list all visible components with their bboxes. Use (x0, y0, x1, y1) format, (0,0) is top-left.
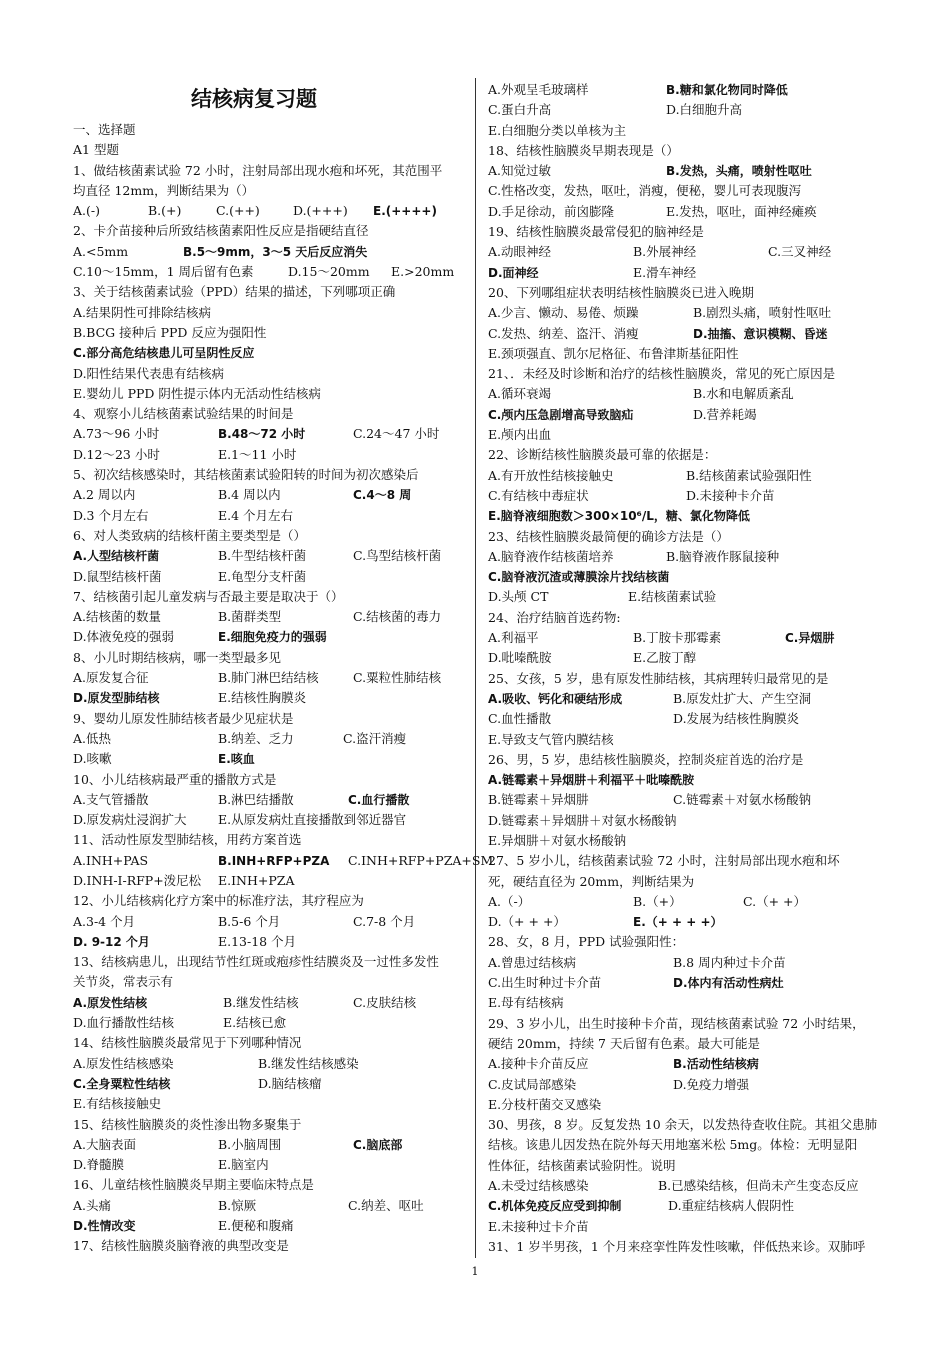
option: A.利福平 (488, 630, 539, 646)
question-line: 5、初次结核感染时，其结核菌素试验阳转的时间为初次感染后 (73, 467, 419, 483)
option: B.惊厥 (218, 1197, 257, 1213)
option: C.粟粒性肺结核 (353, 670, 442, 686)
option-row (488, 953, 888, 973)
option-row (488, 202, 888, 222)
question-line: E.未接种过卡介苗 (488, 1218, 589, 1234)
option: D.未接种卡介苗 (686, 487, 775, 503)
option: D.免疫力增强 (673, 1076, 750, 1092)
option: C.7-8 个月 (353, 913, 416, 929)
option: D.（+ + +） (488, 914, 566, 930)
question-line: 关节炎，常表示有 (73, 974, 174, 990)
option: D.血行播散性结核 (73, 1015, 175, 1031)
option-row (73, 242, 465, 262)
option-row (73, 546, 465, 566)
section-heading: 一、选择题 (73, 122, 136, 137)
option: E.龟型分支杆菌 (218, 568, 307, 584)
answer-option: C.全身粟粒性结核 (73, 1076, 171, 1091)
option: A.支气管播散 (73, 791, 149, 807)
question-line: 22、诊断结核性脑膜炎最可靠的依据是： (488, 447, 717, 463)
option-row (73, 1054, 465, 1074)
option-row (488, 466, 888, 486)
question-line: 21、．未经及时诊断和治疗的结核性脑膜炎，常见的死亡原因是 (488, 366, 836, 382)
option-row (73, 1135, 465, 1155)
option: E.发热，呕吐，面神经瘫痪 (666, 203, 817, 219)
answer-option: D.原发型肺结核 (73, 691, 160, 706)
question-line: 15、结核性脑膜炎的炎性渗出物多聚集于 (73, 1116, 302, 1132)
answer-option: C.脑底部 (353, 1137, 403, 1152)
option: B.淋巴结播散 (218, 791, 294, 807)
option: D.原发病灶浸润扩大 (73, 812, 187, 828)
option: D.15～20mm (288, 264, 370, 280)
option: A.有开放性结核接触史 (488, 467, 614, 483)
answer-option: D.体内有活动性病灶 (673, 976, 784, 991)
answer-option: B.发热，头痛，喷射性呕吐 (666, 164, 812, 179)
option: A.（-） (488, 893, 531, 909)
question-line: E.颅内出血 (488, 427, 552, 443)
option: A.动眼神经 (488, 244, 552, 260)
option: C.三叉神经 (768, 244, 832, 260)
option-row (73, 993, 465, 1013)
question-line: 26、男，5 岁，患结核性脑膜炎，控制炎症首选的治疗是 (488, 751, 804, 767)
option: C.有结核中毒症状 (488, 487, 589, 503)
question-line: 7、结核菌引起儿童发病与否最主要是取决于（） (73, 588, 344, 604)
option: C.链霉素＋对氨水杨酸钠 (673, 792, 812, 808)
question-line: 29、3 岁小儿，出生时接种卡介苗，现结核菌素试验 72 小时结果， (488, 1015, 865, 1031)
question-line: 17、结核性脑膜炎脑脊液的典型改变是 (73, 1238, 289, 1254)
question-line: C.性格改变，发热，呕吐，消瘦，便秘，婴儿可表现腹泻 (488, 183, 802, 199)
option: B.4 周以内 (218, 487, 281, 503)
option: A.循环衰竭 (488, 386, 552, 402)
option: E.1～11 小时 (218, 446, 297, 462)
question-line: 死，硬结直径为 20mm，判断结果为 (488, 873, 695, 889)
option-row (73, 627, 465, 647)
question-line: E.有结核接触史 (73, 1096, 162, 1112)
option: B.（+） (633, 893, 682, 909)
option-row (73, 1013, 465, 1033)
option-row (73, 424, 465, 444)
option: A.脑脊液作结核菌培养 (488, 548, 614, 564)
option: D.体液免疫的强弱 (73, 629, 175, 645)
option: B.(+) (148, 203, 182, 219)
option-row (488, 324, 888, 344)
option: A.INH+PAS (73, 852, 149, 868)
question-line: 12、小儿结核病化疗方案中的标准疗法，其疗程应为 (73, 893, 364, 909)
right-column (488, 80, 888, 1257)
option: B.丁胺卡那霉素 (633, 630, 722, 646)
question-line: E.颈项强直、凯尔尼格征、布鲁津斯基征阳性 (488, 345, 739, 361)
option: A.低热 (73, 730, 112, 746)
option-row (73, 485, 465, 505)
option: E.结核性胸膜炎 (218, 690, 307, 706)
question-line: 硬结 20mm，持续 7 天后留有色素。最大可能是 (488, 1035, 760, 1051)
option: C.皮肤结核 (353, 994, 417, 1010)
question-line: 25、女孩，5 岁，患有原发性肺结核，其病理转归最常见的是 (488, 670, 829, 686)
answer-option: D.性情改变 (73, 1219, 136, 1234)
question-line: 4、观察小儿结核菌素试验结果的时间是 (73, 406, 294, 422)
option: E.乙胺丁醇 (633, 650, 697, 666)
option: E.结核已愈 (223, 1015, 287, 1031)
option: D.头颅 CT (488, 589, 549, 605)
option: E.滑车神经 (633, 264, 697, 280)
option-row (488, 648, 888, 668)
answer-option: C.颅内压急剧增高导致脑疝 (488, 407, 634, 422)
answer-option: A.原发性结核 (73, 995, 148, 1010)
option: B.纳差、乏力 (218, 730, 294, 746)
option: C.10～15mm，1 周后留有色素 (73, 264, 254, 280)
answer-option: E.细胞免疫力的强弱 (218, 630, 327, 645)
question-line: 27、5 岁小儿，结核菌素试验 72 小时，注射局部出现水疱和坏 (488, 853, 840, 869)
question-line: 14、结核性脑膜炎最常见于下列哪种情况 (73, 1035, 302, 1051)
page-number: 1 (471, 1265, 479, 1278)
option-row (488, 973, 888, 993)
option-row (488, 912, 888, 932)
option: D.手足徐动，前囟膨隆 (488, 203, 615, 219)
option: D.咳嗽 (73, 751, 112, 767)
answer-option: E.(++++) (373, 204, 437, 219)
option: B.肺门淋巴结结核 (218, 670, 319, 686)
option-row (73, 810, 465, 830)
option-row (73, 1155, 465, 1175)
option: A.<5mm (73, 243, 129, 259)
answer-option: B.48～72 小时 (218, 427, 306, 442)
option-row (488, 1196, 888, 1216)
question-line: E.导致支气管内膜结核 (488, 731, 614, 747)
question-line: 性体征，结核菌素试验阴性。说明 (488, 1157, 676, 1173)
option: D.白细胞升高 (666, 102, 743, 118)
question-line: 18、结核性脑膜炎早期表现是（） (488, 142, 679, 158)
option-row (488, 405, 888, 425)
question-line: 结核。该患儿因发热在院外每天用地塞米松 5mg。体检：无明显阳 (488, 1137, 858, 1153)
option-row (488, 263, 888, 283)
left-column (73, 78, 494, 1257)
option: D.脊髓膜 (73, 1157, 125, 1173)
answer-line: E.脑脊液细胞数＞300×10⁶/L，糖、氯化物降低 (488, 509, 750, 524)
option: B.8 周内种过卡介苗 (673, 954, 786, 970)
option: A.接种卡介苗反应 (488, 1056, 589, 1072)
question-line: 16、儿童结核性脑膜炎早期主要临床特点是 (73, 1177, 314, 1193)
option: B.继发性结核 (223, 994, 299, 1010)
question-line: A.结果阴性可排除结核病 (73, 304, 212, 320)
answer-line: C.脑脊液沉渣或薄膜涂片找结核菌 (488, 570, 670, 585)
question-line: D.阳性结果代表患有结核病 (73, 365, 225, 381)
answer-option: D. 9-12 个月 (73, 934, 150, 949)
option-row (73, 1216, 465, 1236)
option-row (73, 506, 465, 526)
question-line: E.分枝杆菌交叉感染 (488, 1096, 602, 1112)
option-row (488, 100, 888, 120)
option-row (73, 567, 465, 587)
question-line: 20、下列哪组症状表明结核性脑膜炎已进入晚期 (488, 284, 754, 300)
question-line: 3、关于结核菌素试验（PPD）结果的描述，下列哪项正确 (73, 284, 396, 300)
answer-option: E.咳血 (218, 752, 255, 767)
option: C.纳差、呕吐 (348, 1197, 424, 1213)
option-row (73, 201, 465, 221)
option: D.营养耗竭 (693, 406, 757, 422)
option-row (73, 932, 465, 952)
option: E.13-18 个月 (218, 933, 297, 949)
option: E.脑室内 (218, 1157, 269, 1173)
option: A.少言、懒动、易倦、烦躁 (488, 305, 639, 321)
question-line: D.链霉素＋异烟肼＋对氨水杨酸钠 (488, 812, 677, 828)
question-line: E.异烟肼＋对氨水杨酸钠 (488, 832, 627, 848)
option-row (73, 1074, 465, 1094)
option-row (73, 790, 465, 810)
option-row (73, 729, 465, 749)
question-line: 8、小儿时期结核病，哪一类型最多见 (73, 649, 281, 665)
question-line: 19、结核性脑膜炎最常侵犯的脑神经是 (488, 224, 704, 240)
question-line: 9、婴幼儿原发性肺结核者最少见症状是 (73, 710, 294, 726)
question-line: 28、女，8 月，PPD 试验强阳性： (488, 934, 685, 950)
answer-line: C.部分高危结核患儿可呈阴性反应 (73, 346, 255, 361)
option-row (73, 871, 465, 891)
option: D.INH-I-RFP+泼尼松 (73, 872, 202, 888)
answer-option: B.INH+RFP+PZA (218, 853, 330, 868)
option: C.24～47 小时 (353, 426, 440, 442)
option: D.重症结核病人假阴性 (668, 1198, 795, 1214)
option: D.3 个月左右 (73, 507, 149, 523)
option: E.>20mm (391, 264, 455, 280)
option-row (73, 912, 465, 932)
option-row (73, 607, 465, 627)
option-row (488, 303, 888, 323)
option-row (488, 547, 888, 567)
option: B.小脑周围 (218, 1136, 282, 1152)
option: E.便秘和腹痛 (218, 1218, 294, 1234)
question-line: 13、结核病患儿，出现结节性红斑或疱疹性结膜炎及一过性多发性 (73, 954, 439, 970)
answer-option: D.抽搐、意识模糊、昏迷 (693, 326, 828, 341)
option: A.2 周以内 (73, 487, 136, 503)
option: A.原发复合征 (73, 670, 149, 686)
option-row (73, 688, 465, 708)
option-row (488, 628, 888, 648)
option: C.盗汗消瘦 (343, 730, 407, 746)
answer-option: C.机体免疫反应受到抑制 (488, 1199, 622, 1214)
option: D.(+++) (293, 203, 348, 219)
option-row (73, 668, 465, 688)
option: A.73～96 小时 (73, 426, 160, 442)
question-line: 31、1 岁半男孩，1 个月来痉挛性阵发性咳嗽，伴低热来诊。双肺呼 (488, 1238, 866, 1254)
question-line: E.母有结核病 (488, 995, 564, 1011)
option: C.鸟型结核杆菌 (353, 548, 442, 564)
answer-option: A.吸收、钙化和硬结形成 (488, 691, 623, 706)
option: B.外展神经 (633, 244, 697, 260)
option: B.已感染结核，但尚未产生变态反应 (658, 1178, 859, 1194)
option: A.大脑表面 (73, 1136, 137, 1152)
option: E.INH+PZA (218, 872, 295, 888)
option-row (488, 1176, 888, 1196)
option: D.发展为结核性胸膜炎 (673, 711, 800, 727)
question-line: 1、做结核菌素试验 72 小时，注射局部出现水疱和坏死，其范围平 (73, 162, 443, 178)
option: C.结核菌的毒力 (353, 609, 442, 625)
option-row (73, 1196, 465, 1216)
option: C.INH+RFP+PZA+SM (348, 852, 494, 868)
option-row (488, 892, 888, 912)
option: D.吡嗪酰胺 (488, 650, 552, 666)
answer-option: B.糖和氯化物同时降低 (666, 83, 788, 97)
option-row (488, 80, 888, 100)
answer-option: E.（+ + + +） (633, 915, 723, 930)
option: D.鼠型结核杆菌 (73, 568, 162, 584)
option-row (488, 486, 888, 506)
option: B.剧烈头痛，喷射性呕吐 (693, 305, 832, 321)
option: C.(++) (216, 203, 260, 219)
answer-option: C.血行播散 (348, 792, 410, 807)
question-line: 10、小儿结核病最严重的播散方式是 (73, 771, 277, 787)
option: B.5-6 个月 (218, 913, 281, 929)
answer-option: B.5～9mm，3～5 天后反应消失 (183, 244, 368, 259)
answer-option: D.面神经 (488, 265, 539, 280)
option: B.结核菌素试验强阳性 (686, 467, 812, 483)
option-row (488, 161, 888, 181)
option: A.知觉过敏 (488, 163, 552, 179)
option: C.出生时种过卡介苗 (488, 975, 602, 991)
question-line: 2、卡介苗接种后所致结核菌素阳性反应是指硬结直径 (73, 223, 369, 239)
section-heading: A1 型题 (73, 142, 119, 158)
option: C.发热、纳差、盗汗、消瘦 (488, 325, 639, 341)
option-row (488, 709, 888, 729)
option-row (73, 749, 465, 769)
option-row (73, 851, 494, 871)
question-line: 11、活动性原发型肺结核，用药方案首选 (73, 832, 302, 848)
option: A.原发性结核感染 (73, 1055, 174, 1071)
question-line: E.白细胞分类以单核为主 (488, 122, 627, 138)
option-row (488, 689, 888, 709)
option-row (488, 384, 888, 404)
option: A.结核菌的数量 (73, 609, 162, 625)
option-row (488, 790, 888, 810)
option: A.曾患过结核病 (488, 954, 577, 970)
option: A.未受过结核感染 (488, 1178, 589, 1194)
option-row (73, 445, 465, 465)
option: E.从原发病灶直接播散到邻近器官 (218, 812, 407, 828)
answer-option: A.人型结核杆菌 (73, 549, 160, 564)
question-line: 6、对人类致病的结核杆菌主要类型是（） (73, 527, 306, 543)
option: A.3-4 个月 (73, 913, 136, 929)
question-line: E.婴幼儿 PPD 阴性提示体内无活动性结核病 (73, 385, 321, 401)
question-line: 30、男孩，8 岁。反复发热 10 余天，以发热待查收住院。其祖父患肺 (488, 1117, 878, 1133)
option: B.水和电解质紊乱 (693, 386, 794, 402)
question-line: 23、结核性脑膜炎最简便的确诊方法是（） (488, 528, 729, 544)
option: B.牛型结核杆菌 (218, 548, 307, 564)
question-line: 均直径 12mm，判断结果为（） (73, 182, 255, 198)
option: B.链霉素＋异烟肼 (488, 792, 589, 808)
option-row (488, 1075, 888, 1095)
option: B.脑脊液作豚鼠接种 (666, 548, 780, 564)
option: C.皮试局部感染 (488, 1076, 577, 1092)
option: B.原发灶扩大、产生空洞 (673, 690, 812, 706)
question-line: 24、治疗结脑首选药物: (488, 609, 621, 625)
option: A.头痛 (73, 1197, 112, 1213)
option: E.结核菌素试验 (628, 589, 717, 605)
answer-line: A.链霉素＋异烟肼＋利福平＋吡嗪酰胺 (488, 773, 695, 788)
answer-option: C.异烟肼 (785, 631, 835, 646)
option: D.脑结核瘤 (258, 1075, 322, 1091)
option: C.（+ +） (743, 893, 807, 909)
question-line: B.BCG 接种后 PPD 反应为强阳性 (73, 324, 267, 340)
answer-option: C.4～8 周 (353, 488, 412, 503)
option-row (73, 262, 465, 282)
option: D.12～23 小时 (73, 446, 160, 462)
option: A.(-) (73, 203, 100, 219)
answer-option: B.活动性结核病 (673, 1057, 759, 1072)
option: C.蛋白升高 (488, 102, 552, 118)
option: C.血性播散 (488, 711, 552, 727)
page-title: 结核病复习题 (191, 87, 317, 111)
option-row (488, 1054, 888, 1074)
option: B.继发性结核感染 (258, 1055, 359, 1071)
column-divider (475, 78, 476, 1258)
option: B.菌群类型 (218, 609, 282, 625)
option-row (488, 587, 888, 607)
option: E.4 个月左右 (218, 507, 294, 523)
option-row (488, 242, 888, 262)
option: A.外观呈毛玻璃样 (488, 82, 589, 97)
